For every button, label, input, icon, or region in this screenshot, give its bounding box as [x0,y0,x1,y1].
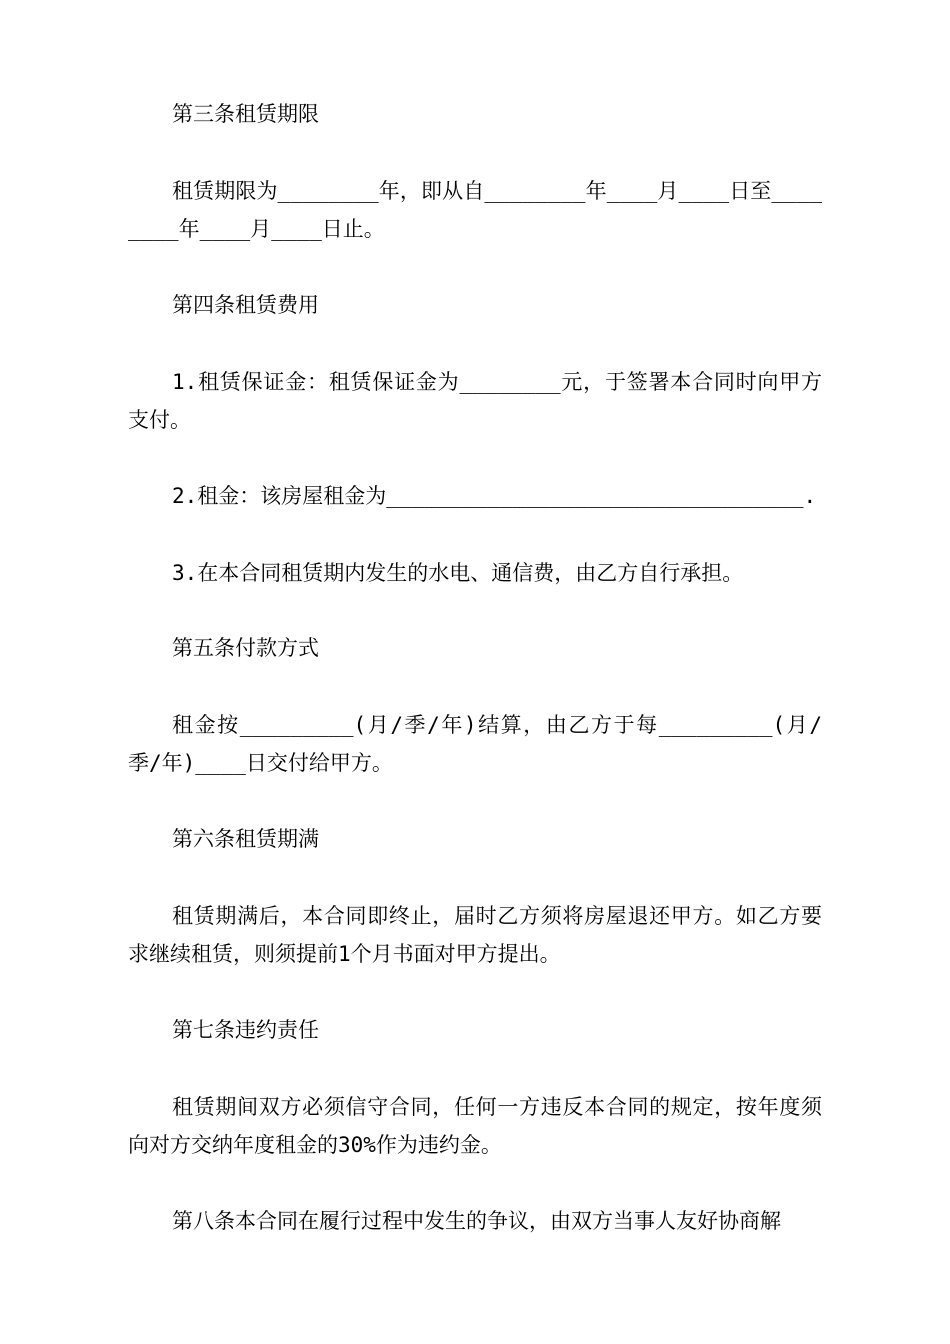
article-7-body: 租赁期间双方必须信守合同，任何一方违反本合同的规定，按年度须向对方交纳年度租金的30%作为违约金。 [128,1095,822,1157]
article-4-item-deposit: 1.租赁保证金：租赁保证金为________元，于签署本合同时向甲方支付。 [128,370,822,432]
article-4-item-rent: 2.租金：该房屋租金为_________________________________. [172,484,817,508]
article-5-heading: 第五条付款方式 [172,636,319,660]
article-7-heading: 第七条违约责任 [172,1018,319,1042]
article-5-body: 租金按_________(月/季/年)结算，由乙方于每_________(月/季/年)____日交付给甲方。 [128,713,822,775]
article-4-item-utilities: 3.在本合同租赁期内发生的水电、通信费，由乙方自行承担。 [172,561,744,585]
article-3-body: 租赁期限为________年，即从自________年____月____日至________年____月____日止。 [128,179,822,241]
article-4-heading: 第四条租赁费用 [172,293,319,317]
article-8-body: 第八条本合同在履行过程中发生的争议，由双方当事人友好协商解 [172,1209,781,1233]
article-3-heading: 第三条租赁期限 [172,102,319,126]
article-6-heading: 第六条租赁期满 [172,827,319,851]
article-6-body: 租赁期满后，本合同即终止，届时乙方须将房屋退还甲方。如乙方要求继续租赁，则须提前1个月书面对甲方提出。 [128,904,822,966]
